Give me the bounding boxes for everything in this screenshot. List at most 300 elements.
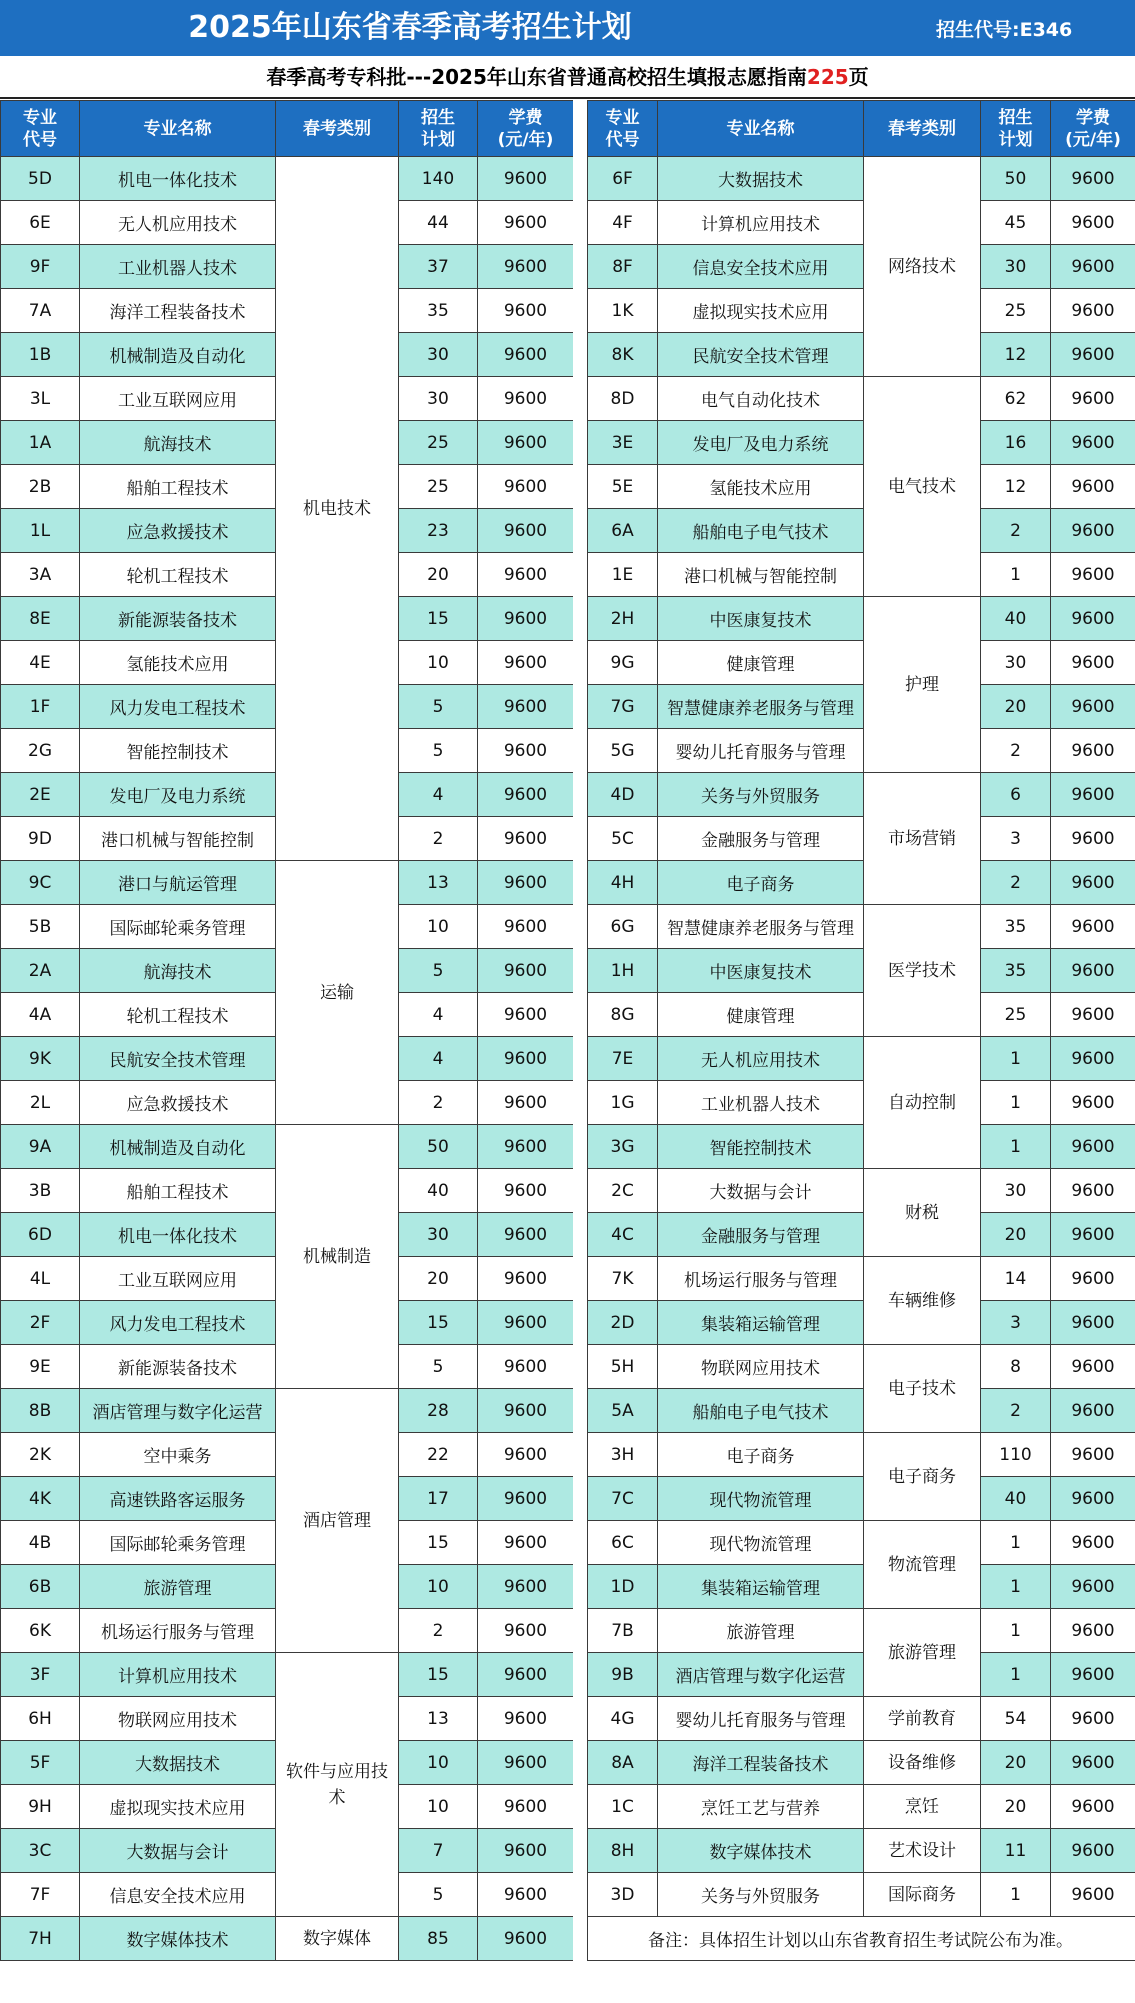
- major-name: 氢能技术应用: [658, 465, 864, 509]
- plan-count: 20: [981, 1785, 1051, 1829]
- tuition-fee: 9600: [478, 597, 574, 641]
- table-row: [588, 685, 1135, 729]
- major-code: 5E: [588, 465, 658, 509]
- tuition-fee: 9600: [1051, 201, 1135, 245]
- tuition-fee: 9600: [478, 1565, 574, 1609]
- major-code: 3L: [1, 377, 80, 421]
- plan-count: 35: [981, 905, 1051, 949]
- plan-count: 1: [981, 553, 1051, 597]
- major-code: 2E: [1, 773, 80, 817]
- major-code: 3H: [588, 1433, 658, 1477]
- tuition-fee: 9600: [1051, 1829, 1135, 1873]
- plan-count: 50: [399, 1125, 478, 1169]
- major-name: 机电一体化技术: [80, 1213, 276, 1257]
- major-code: 2G: [1, 729, 80, 773]
- major-name: 虚拟现实技术应用: [658, 289, 864, 333]
- category-cell: 物流管理: [864, 1521, 981, 1609]
- table-row: [588, 377, 1135, 421]
- plan-count: 11: [981, 1829, 1051, 1873]
- plan-count: 1: [981, 1081, 1051, 1125]
- major-code: 8K: [588, 333, 658, 377]
- header-fee: 学费 (元/年): [1051, 101, 1135, 157]
- plan-count: 37: [399, 245, 478, 289]
- major-name: 关务与外贸服务: [658, 773, 864, 817]
- plan-count: 20: [399, 553, 478, 597]
- tuition-fee: 9600: [1051, 1257, 1135, 1301]
- tuition-fee: 9600: [1051, 729, 1135, 773]
- tuition-fee: 9600: [478, 377, 574, 421]
- major-code: 6B: [1, 1565, 80, 1609]
- category-cell: 运输: [276, 861, 399, 1125]
- major-code: 2B: [1, 465, 80, 509]
- header-plan: 招生 计划: [399, 101, 478, 157]
- major-name: 现代物流管理: [658, 1521, 864, 1565]
- plan-count: 23: [399, 509, 478, 553]
- plan-count: 28: [399, 1389, 478, 1433]
- plan-count: 4: [399, 993, 478, 1037]
- plan-count: 25: [981, 289, 1051, 333]
- major-name: 国际邮轮乘务管理: [80, 905, 276, 949]
- tuition-fee: 9600: [478, 817, 574, 861]
- plan-count: 110: [981, 1433, 1051, 1477]
- major-name: 大数据技术: [658, 157, 864, 201]
- major-code: 7G: [588, 685, 658, 729]
- category-cell: 设备维修: [864, 1741, 981, 1785]
- major-code: 3B: [1, 1169, 80, 1213]
- plan-count: 12: [981, 465, 1051, 509]
- major-code: 1L: [1, 509, 80, 553]
- major-name: 烹饪工艺与营养: [658, 1785, 864, 1829]
- category-cell: 电子技术: [864, 1345, 981, 1433]
- tuition-fee: 9600: [478, 421, 574, 465]
- header-fee: 学费 (元/年): [478, 101, 574, 157]
- plan-count: 62: [981, 377, 1051, 421]
- major-name: 船舶工程技术: [80, 465, 276, 509]
- major-name: 智能控制技术: [80, 729, 276, 773]
- tuition-fee: 9600: [1051, 1521, 1135, 1565]
- major-code: 9G: [588, 641, 658, 685]
- table-row: [1, 157, 574, 201]
- table-row: [588, 1697, 1135, 1741]
- major-code: 5F: [1, 1741, 80, 1785]
- major-name: 港口与航运管理: [80, 861, 276, 905]
- tuition-fee: 9600: [1051, 1213, 1135, 1257]
- major-code: 1F: [1, 685, 80, 729]
- major-name: 电子商务: [658, 1433, 864, 1477]
- tuition-fee: 9600: [478, 1917, 574, 1961]
- major-code: 2C: [588, 1169, 658, 1213]
- plan-count: 2: [981, 509, 1051, 553]
- major-name: 海洋工程装备技术: [80, 289, 276, 333]
- table-row: [588, 1125, 1135, 1169]
- plan-count: 1: [981, 1125, 1051, 1169]
- major-code: 7K: [588, 1257, 658, 1301]
- header-name: 专业名称: [80, 101, 276, 157]
- major-code: 7E: [588, 1037, 658, 1081]
- plan-count: 54: [981, 1697, 1051, 1741]
- plan-count: 20: [981, 685, 1051, 729]
- major-code: 8D: [588, 377, 658, 421]
- major-name: 工业互联网应用: [80, 1257, 276, 1301]
- major-name: 应急救援技术: [80, 509, 276, 553]
- major-name: 电气自动化技术: [658, 377, 864, 421]
- tuition-fee: 9600: [1051, 685, 1135, 729]
- table-row: [588, 421, 1135, 465]
- major-code: 1G: [588, 1081, 658, 1125]
- plan-count: 10: [399, 905, 478, 949]
- table-row: [588, 597, 1135, 641]
- plan-count: 13: [399, 1697, 478, 1741]
- plan-count: 44: [399, 201, 478, 245]
- major-name: 电子商务: [658, 861, 864, 905]
- tuition-fee: 9600: [478, 289, 574, 333]
- major-name: 中医康复技术: [658, 597, 864, 641]
- major-code: 2D: [588, 1301, 658, 1345]
- tuition-fee: 9600: [1051, 465, 1135, 509]
- tuition-fee: 9600: [478, 1873, 574, 1917]
- plan-count: 30: [981, 245, 1051, 289]
- plan-count: 85: [399, 1917, 478, 1961]
- category-cell: 财税: [864, 1169, 981, 1257]
- plan-count: 25: [399, 421, 478, 465]
- major-code: 6K: [1, 1609, 80, 1653]
- plan-count: 3: [981, 817, 1051, 861]
- table-row: [588, 1213, 1135, 1257]
- category-cell: 旅游管理: [864, 1609, 981, 1697]
- plan-count: 1: [981, 1565, 1051, 1609]
- plan-count: 5: [399, 1345, 478, 1389]
- plan-count: 12: [981, 333, 1051, 377]
- major-name: 新能源装备技术: [80, 1345, 276, 1389]
- tuition-fee: 9600: [1051, 1697, 1135, 1741]
- tuition-fee: 9600: [1051, 817, 1135, 861]
- plan-count: 2: [981, 729, 1051, 773]
- tuition-fee: 9600: [478, 1345, 574, 1389]
- tuition-fee: 9600: [478, 1389, 574, 1433]
- major-name: 旅游管理: [80, 1565, 276, 1609]
- major-name: 发电厂及电力系统: [80, 773, 276, 817]
- category-cell: 机电技术: [276, 157, 399, 861]
- major-name: 船舶电子电气技术: [658, 1389, 864, 1433]
- tuition-fee: 9600: [1051, 289, 1135, 333]
- plan-count: 13: [399, 861, 478, 905]
- plan-count: 1: [981, 1873, 1051, 1917]
- table-row: [588, 201, 1135, 245]
- table-row: [1, 1653, 574, 1697]
- plan-count: 40: [399, 1169, 478, 1213]
- major-code: 5C: [588, 817, 658, 861]
- column-gap: [573, 100, 587, 2003]
- tuition-fee: 9600: [478, 993, 574, 1037]
- major-name: 现代物流管理: [658, 1477, 864, 1521]
- plan-count: 4: [399, 1037, 478, 1081]
- major-code: 9K: [1, 1037, 80, 1081]
- tuition-fee: 9600: [478, 773, 574, 817]
- major-code: 1D: [588, 1565, 658, 1609]
- plan-count: 30: [399, 1213, 478, 1257]
- plan-count: 5: [399, 949, 478, 993]
- major-name: 智慧健康养老服务与管理: [658, 685, 864, 729]
- tuition-fee: 9600: [1051, 1301, 1135, 1345]
- table-row: [588, 1829, 1135, 1873]
- tuition-fee: 9600: [478, 157, 574, 201]
- tuition-fee: 9600: [1051, 949, 1135, 993]
- major-code: 3E: [588, 421, 658, 465]
- header-code: 专业 代号: [1, 101, 80, 157]
- plan-count: 17: [399, 1477, 478, 1521]
- table-header-row: [1, 101, 574, 157]
- major-name: 智能控制技术: [658, 1125, 864, 1169]
- tuition-fee: 9600: [478, 465, 574, 509]
- table-row: [588, 1873, 1135, 1917]
- table-row: [588, 1301, 1135, 1345]
- tuition-fee: 9600: [1051, 509, 1135, 553]
- plan-count: 40: [981, 597, 1051, 641]
- plan-count: 14: [981, 1257, 1051, 1301]
- table-row: [588, 1345, 1135, 1389]
- plan-count: 3: [981, 1301, 1051, 1345]
- table-row: [588, 333, 1135, 377]
- major-code: 7B: [588, 1609, 658, 1653]
- major-name: 海洋工程装备技术: [658, 1741, 864, 1785]
- major-name: 港口机械与智能控制: [658, 553, 864, 597]
- table-row: [1, 1389, 574, 1433]
- major-code: 5B: [1, 905, 80, 949]
- tuition-fee: 9600: [478, 1081, 574, 1125]
- major-code: 4A: [1, 993, 80, 1037]
- table-row: [588, 1037, 1135, 1081]
- major-code: 6F: [588, 157, 658, 201]
- tuition-fee: 9600: [1051, 1565, 1135, 1609]
- major-code: 7H: [1, 1917, 80, 1961]
- tuition-fee: 9600: [1051, 905, 1135, 949]
- category-cell: 机械制造: [276, 1125, 399, 1389]
- major-code: 8F: [588, 245, 658, 289]
- major-code: 6D: [1, 1213, 80, 1257]
- subtitle-suffix: 页: [848, 65, 869, 89]
- header-category: 春考类别: [864, 101, 981, 157]
- tuition-fee: 9600: [478, 509, 574, 553]
- tuition-fee: 9600: [1051, 1873, 1135, 1917]
- plan-count: 20: [981, 1741, 1051, 1785]
- table-row: [1, 861, 574, 905]
- category-cell: 数字媒体: [276, 1917, 399, 1961]
- table-row: [588, 861, 1135, 905]
- plan-count: 2: [981, 861, 1051, 905]
- table-row: [588, 245, 1135, 289]
- major-name: 机械制造及自动化: [80, 333, 276, 377]
- table-row: [588, 1433, 1135, 1477]
- major-name: 船舶工程技术: [80, 1169, 276, 1213]
- tuition-fee: 9600: [1051, 1785, 1135, 1829]
- header-name: 专业名称: [658, 101, 864, 157]
- major-name: 集装箱运输管理: [658, 1301, 864, 1345]
- tuition-fee: 9600: [478, 641, 574, 685]
- table-row: [588, 1081, 1135, 1125]
- major-name: 计算机应用技术: [80, 1653, 276, 1697]
- tuition-fee: 9600: [478, 1521, 574, 1565]
- subtitle-page-number: 225: [806, 65, 849, 89]
- plan-count: 2: [399, 817, 478, 861]
- plan-count: 5: [399, 1873, 478, 1917]
- major-name: 大数据技术: [80, 1741, 276, 1785]
- tuition-fee: 9600: [478, 201, 574, 245]
- major-name: 民航安全技术管理: [658, 333, 864, 377]
- category-cell: 护理: [864, 597, 981, 773]
- category-cell: 医学技术: [864, 905, 981, 1037]
- plan-count: 4: [399, 773, 478, 817]
- tuition-fee: 9600: [1051, 1345, 1135, 1389]
- enrollment-code: 招生代号:E346: [936, 19, 1073, 41]
- major-code: 9H: [1, 1785, 80, 1829]
- tuition-fee: 9600: [1051, 1125, 1135, 1169]
- major-name: 工业机器人技术: [658, 1081, 864, 1125]
- plan-count: 30: [981, 641, 1051, 685]
- header-code: 专业 代号: [588, 101, 658, 157]
- major-name: 健康管理: [658, 993, 864, 1037]
- category-cell: 烹饪: [864, 1785, 981, 1829]
- tuition-fee: 9600: [1051, 1433, 1135, 1477]
- major-code: 9B: [588, 1653, 658, 1697]
- table-row: [588, 729, 1135, 773]
- plan-count: 50: [981, 157, 1051, 201]
- major-name: 数字媒体技术: [80, 1917, 276, 1961]
- major-name: 旅游管理: [658, 1609, 864, 1653]
- plan-count: 1: [981, 1037, 1051, 1081]
- major-name: 数字媒体技术: [658, 1829, 864, 1873]
- major-code: 2K: [1, 1433, 80, 1477]
- table-row: [1, 1917, 574, 1961]
- table-row: [588, 509, 1135, 553]
- plan-count: 7: [399, 1829, 478, 1873]
- major-code: 7A: [1, 289, 80, 333]
- category-cell: 网络技术: [864, 157, 981, 377]
- tuition-fee: 9600: [1051, 553, 1135, 597]
- major-code: 4G: [588, 1697, 658, 1741]
- tuition-fee: 9600: [478, 245, 574, 289]
- major-code: 4K: [1, 1477, 80, 1521]
- table-row: [588, 1565, 1135, 1609]
- plan-count: 30: [981, 1169, 1051, 1213]
- major-code: 9C: [1, 861, 80, 905]
- major-name: 风力发电工程技术: [80, 685, 276, 729]
- page-title: 2025年山东省春季高考招生计划: [188, 10, 632, 45]
- tuition-fee: 9600: [1051, 1609, 1135, 1653]
- major-name: 大数据与会计: [80, 1829, 276, 1873]
- table-row: [588, 641, 1135, 685]
- major-name: 新能源装备技术: [80, 597, 276, 641]
- major-name: 信息安全技术应用: [80, 1873, 276, 1917]
- tuition-fee: 9600: [478, 949, 574, 993]
- plan-count: 16: [981, 421, 1051, 465]
- tuition-fee: 9600: [478, 1213, 574, 1257]
- major-name: 婴幼儿托育服务与管理: [658, 1697, 864, 1741]
- plan-count: 10: [399, 641, 478, 685]
- major-name: 信息安全技术应用: [658, 245, 864, 289]
- table-row: [588, 553, 1135, 597]
- tuition-fee: 9600: [1051, 245, 1135, 289]
- tuition-fee: 9600: [478, 1257, 574, 1301]
- major-name: 应急救援技术: [80, 1081, 276, 1125]
- major-name: 虚拟现实技术应用: [80, 1785, 276, 1829]
- major-name: 高速铁路客运服务: [80, 1477, 276, 1521]
- major-code: 7F: [1, 1873, 80, 1917]
- table-header-row: [588, 101, 1135, 157]
- plan-count: 30: [399, 333, 478, 377]
- major-code: 3F: [1, 1653, 80, 1697]
- major-code: 4E: [1, 641, 80, 685]
- table-row: [588, 1521, 1135, 1565]
- plan-count: 10: [399, 1565, 478, 1609]
- category-cell: 软件与应用技术: [276, 1653, 399, 1917]
- plan-count: 20: [399, 1257, 478, 1301]
- category-cell: 电子商务: [864, 1433, 981, 1521]
- subtitle: [0, 56, 1135, 99]
- table-row: [588, 289, 1135, 333]
- table-row: [1, 1125, 574, 1169]
- tuition-fee: 9600: [1051, 1037, 1135, 1081]
- major-name: 金融服务与管理: [658, 817, 864, 861]
- major-code: 2F: [1, 1301, 80, 1345]
- major-code: 9F: [1, 245, 80, 289]
- plan-count: 35: [399, 289, 478, 333]
- major-code: 5A: [588, 1389, 658, 1433]
- tuition-fee: 9600: [1051, 1389, 1135, 1433]
- left-plan-table: [0, 100, 574, 1961]
- tuition-fee: 9600: [478, 685, 574, 729]
- plan-count: 1: [981, 1653, 1051, 1697]
- plan-count: 6: [981, 773, 1051, 817]
- major-code: 1K: [588, 289, 658, 333]
- tuition-fee: 9600: [478, 1785, 574, 1829]
- tuition-fee: 9600: [1051, 1741, 1135, 1785]
- major-name: 酒店管理与数字化运营: [80, 1389, 276, 1433]
- table-row: [588, 905, 1135, 949]
- major-name: 工业互联网应用: [80, 377, 276, 421]
- major-code: 1C: [588, 1785, 658, 1829]
- major-name: 物联网应用技术: [80, 1697, 276, 1741]
- major-code: 8A: [588, 1741, 658, 1785]
- title-bar: [0, 0, 1135, 56]
- major-code: 8G: [588, 993, 658, 1037]
- table-row: [588, 157, 1135, 201]
- major-code: 5G: [588, 729, 658, 773]
- subtitle-text: 春季高考专科批---2025年山东省普通高校招生填报志愿指南: [266, 65, 807, 89]
- table-row: [588, 1257, 1135, 1301]
- tuition-fee: 9600: [1051, 1081, 1135, 1125]
- major-code: 4B: [1, 1521, 80, 1565]
- major-code: 3D: [588, 1873, 658, 1917]
- tuition-fee: 9600: [1051, 333, 1135, 377]
- major-code: 5H: [588, 1345, 658, 1389]
- tuition-fee: 9600: [1051, 377, 1135, 421]
- table-row: [588, 1477, 1135, 1521]
- plan-count: 25: [399, 465, 478, 509]
- tuition-fee: 9600: [478, 1697, 574, 1741]
- major-name: 无人机应用技术: [80, 201, 276, 245]
- tuition-fee: 9600: [1051, 1477, 1135, 1521]
- category-cell: 电气技术: [864, 377, 981, 597]
- tuition-fee: 9600: [1051, 421, 1135, 465]
- tuition-fee: 9600: [478, 1829, 574, 1873]
- major-code: 2A: [1, 949, 80, 993]
- major-name: 大数据与会计: [658, 1169, 864, 1213]
- major-name: 智慧健康养老服务与管理: [658, 905, 864, 949]
- tuition-fee: 9600: [478, 1037, 574, 1081]
- major-code: 3C: [1, 1829, 80, 1873]
- major-code: 4D: [588, 773, 658, 817]
- major-code: 6C: [588, 1521, 658, 1565]
